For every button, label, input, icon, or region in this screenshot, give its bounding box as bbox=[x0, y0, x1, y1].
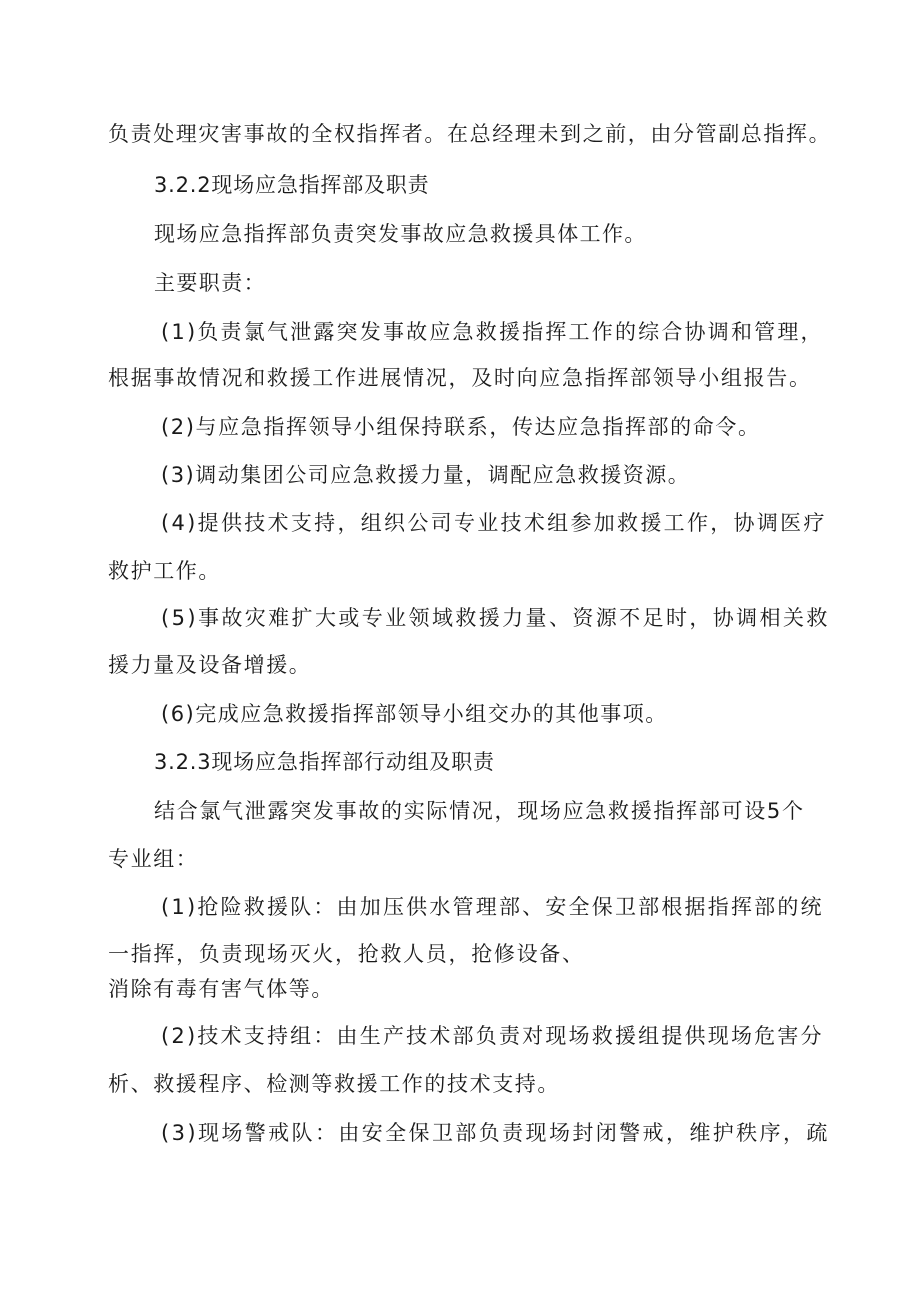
list-item: (3)调动集团公司应急救援力量，调配应急救援资源。 bbox=[161, 463, 691, 487]
list-item: (1)抢险救援队：由加压供水管理部、安全保卫部根据指挥部的统 bbox=[161, 895, 824, 919]
text-line: 消除有毒有害气体等。 bbox=[108, 977, 334, 1001]
text-line: 专业组： bbox=[108, 847, 199, 871]
list-item: (2)技术支持组：由生产技术部负责对现场救援组提供现场危害分 bbox=[161, 1024, 824, 1048]
section-heading-3-2-3: 3.2.3现场应急指挥部行动组及职责 bbox=[154, 750, 495, 774]
text-line: 救护工作。 bbox=[108, 559, 221, 583]
text-line: 根据事故情况和救援工作进展情况，及时向应急指挥部领导小组报告。 bbox=[108, 366, 812, 390]
list-item: (1)负责氯气泄露突发事故应急救援指挥工作的综合协调和管理， bbox=[161, 320, 824, 344]
text-line: 析、救援程序、检测等救援工作的技术支持。 bbox=[108, 1072, 560, 1096]
list-item: (6)完成应急救援指挥部领导小组交办的其他事项。 bbox=[161, 702, 668, 726]
list-item: (4)提供技术支持，组织公司专业技术组参加救援工作，协调医疗 bbox=[161, 511, 827, 535]
text-line: 一指挥，负责现场灭火，抢救人员，抢修设备、 bbox=[108, 942, 585, 966]
section-heading-3-2-2: 3.2.2现场应急指挥部及职责 bbox=[154, 173, 430, 197]
list-item: (5)事故灾难扩大或专业领域救援力量、资源不足时，协调相关救 bbox=[161, 606, 830, 630]
list-item: (3)现场警戒队：由安全保卫部负责现场封闭警戒，维护秩序，疏 bbox=[161, 1121, 830, 1145]
text-line: 结合氯气泄露突发事故的实际情况，现场应急救援指挥部可设5个 bbox=[154, 799, 805, 823]
list-item: (2)与应急指挥领导小组保持联系，传达应急指挥部的命令。 bbox=[161, 415, 761, 439]
text-line: 负责处理灾害事故的全权指挥者。在总经理未到之前，由分管副总指挥。 bbox=[108, 122, 832, 146]
text-line: 主要职责： bbox=[154, 271, 266, 295]
text-line: 现场应急指挥部负责突发事故应急救援具体工作。 bbox=[154, 222, 647, 246]
text-line: 援力量及设备增援。 bbox=[108, 653, 312, 677]
